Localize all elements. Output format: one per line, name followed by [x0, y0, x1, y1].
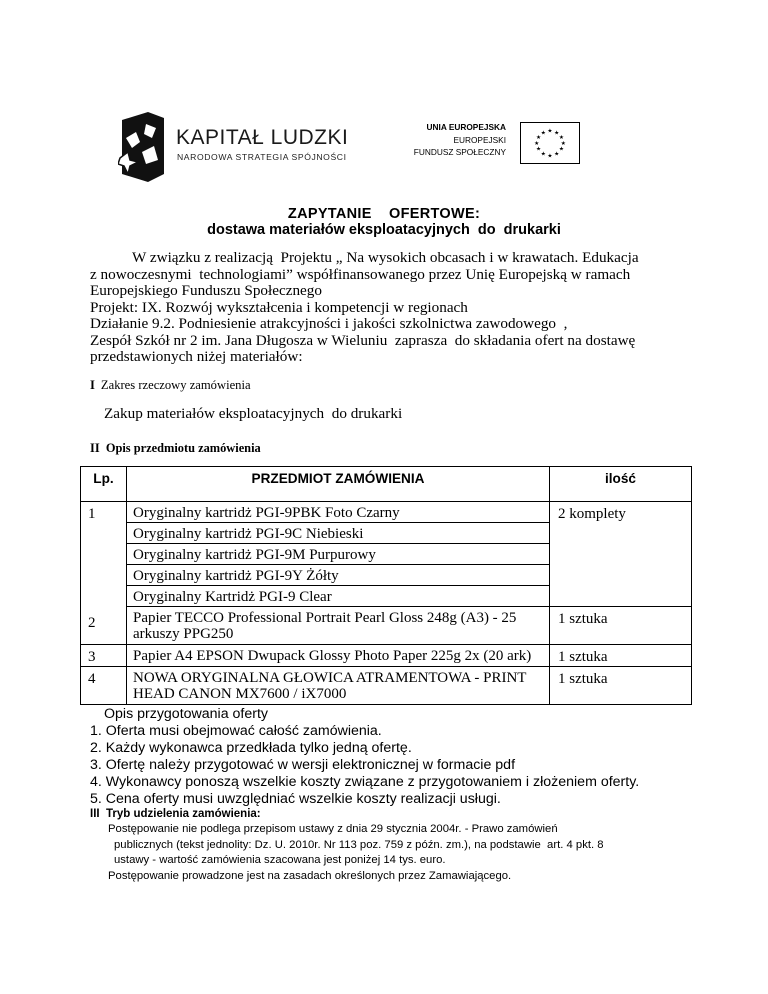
section-1-title: Zakres rzeczowy zamówienia [100, 378, 251, 392]
section-1-heading [90, 378, 251, 393]
section-3-line: Postępowanie nie podlega przepisom ustawy z dnia 29 stycznia 2004r. - Prawo zamówień [108, 823, 558, 835]
row-lp: 1 [81, 502, 127, 607]
section-2-heading: II Opis przedmiotu zamówienia [90, 441, 261, 455]
row-item-line: Papier A4 EPSON Dwupack Glossy Photo Paper 225g 2x (20 ark) [133, 648, 532, 664]
document-title: ZAPYTANIE OFERTOWE: [287, 206, 481, 222]
list-item: Oryginalny kartridż PGI-9M Purpurowy [127, 544, 549, 565]
col-header-item: PRZEDMIOT ZAMÓWIENIA [127, 467, 550, 502]
intro-line: Projekt: IX. Rozwój wykształcenia i kompetencji w regionach [90, 298, 468, 316]
eu-line-3: FUNDUSZ SPOŁECZNY [413, 147, 506, 157]
row-qty: 2 komplety [550, 502, 692, 607]
list-item: 1. Oferta musi obejmować całość zamówienia. [90, 723, 382, 739]
row-item-line: arkuszy PPG250 [133, 626, 234, 642]
svg-text:★: ★ [536, 146, 542, 153]
order-table [80, 466, 692, 705]
list-item: Oryginalny kartridż PGI-9Y Żółty [127, 565, 549, 586]
table-row [81, 667, 692, 705]
row-item [127, 645, 550, 667]
eu-logo-block [410, 122, 580, 166]
svg-text:★: ★ [540, 151, 546, 158]
row-items [127, 502, 550, 607]
intro-line: Działanie 9.2. Podniesienie atrakcyjności i jakości szkolnictwa zawodowego , [90, 315, 568, 332]
row-item-line: HEAD CANON MX7600 / iX7000 [133, 686, 347, 702]
svg-text:★: ★ [536, 135, 542, 142]
document-subtitle: dostawa materiałów eksploatacyjnych do drukarki [207, 222, 561, 238]
row-qty: 1 sztuka [550, 645, 692, 667]
section-3-line: ustawy - wartość zamówienia szacowana jest poniżej 14 tys. euro. [114, 854, 446, 866]
row-lp: 3 [81, 645, 127, 667]
kapital-ludzki-title: KAPITAŁ LUDZKI [176, 126, 349, 149]
table-row [81, 502, 692, 607]
svg-text:★: ★ [554, 130, 560, 137]
list-item: 5. Cena oferty musi uwzględniać wszelkie koszty realizacji usługi. [90, 791, 501, 807]
svg-text:★: ★ [540, 130, 546, 137]
table-row [81, 607, 692, 645]
svg-text:★: ★ [554, 151, 560, 158]
svg-text:★: ★ [534, 140, 540, 147]
preparation-title: Opis przygotowania oferty [104, 706, 269, 722]
intro-paragraph [90, 250, 690, 366]
section-3-line: publicznych (tekst jednolity: Dz. U. 2010r. Nr 113 poz. 759 z późn. zm.), na podstawie art. 4 pkt. 8 [114, 838, 604, 851]
row-lp: 2 [81, 607, 127, 645]
list-item: Oryginalny Kartridż PGI-9 Clear [133, 589, 332, 605]
col-header-lp: Lp. [81, 467, 127, 502]
row-qty: 1 sztuka [550, 667, 692, 705]
kapital-ludzki-subtitle: NARODOWA STRATEGIA SPÓJNOŚCI [177, 152, 347, 162]
intro-line: z nowoczesnymi technologiami” współfinansowanego przez Unię Europejską w ramach [90, 265, 631, 283]
list-item: Oryginalny kartridż PGI-9PBK Foto Czarny [127, 502, 549, 523]
eu-line-2: EUROPEJSKI [453, 135, 506, 145]
list-item: Oryginalny kartridż PGI-9C Niebieski [127, 523, 549, 544]
preparation-section [90, 706, 639, 808]
preparation-list [90, 723, 639, 808]
section-1-body: Zakup materiałów eksploatacyjnych do drukarki [104, 405, 403, 422]
list-item: 2. Każdy wykonawca przedkłada tylko jedną ofertę. [90, 740, 412, 756]
table-header-row [81, 467, 692, 502]
svg-text:★: ★ [558, 135, 564, 142]
list-item: 4. Wykonawcy ponoszą wszelkie koszty związane z przygotowaniem i złożeniem oferty. [90, 774, 640, 790]
list-item: 3. Ofertę należy przygotować w wersji elektronicznej w formacie pdf [90, 757, 516, 773]
svg-text:★: ★ [560, 140, 566, 147]
svg-text:★: ★ [558, 146, 564, 153]
intro-line: przedstawionych niżej materiałów: [90, 348, 303, 365]
eu-line-1: UNIA EUROPEJSKA [426, 122, 506, 132]
row-item-line: Papier TECCO Professional Portrait Pearl Gloss 248g (A3) - 25 [133, 610, 517, 626]
row-item [127, 607, 550, 645]
section-1-number: I [90, 378, 95, 392]
intro-line: Zespół Szkół nr 2 im. Jana Długosza w Wieluniu zaprasza do składania ofert na dostawę [90, 331, 636, 349]
intro-line: Europejskiego Funduszu Społecznego [90, 282, 322, 299]
kapital-ludzki-logo-icon [118, 112, 168, 182]
svg-text:★: ★ [547, 128, 553, 135]
svg-text:★: ★ [547, 153, 553, 160]
intro-line: W związku z realizacją Projektu „ Na wysokich obcasach i w krawatach. Edukacja [132, 249, 639, 266]
eu-flag-icon [520, 122, 580, 164]
section-3-heading: III Tryb udzielenia zamówienia: [90, 808, 261, 820]
section-3-line: Postępowanie prowadzone jest na zasadach określonych przez Zamawiającego. [108, 869, 512, 882]
row-lp: 4 [81, 667, 127, 705]
col-header-qty: ilość [550, 467, 692, 502]
section-3-body [108, 822, 728, 884]
row-qty: 1 sztuka [550, 607, 692, 645]
row-item [127, 667, 550, 705]
table-row [81, 645, 692, 667]
row-item-line: NOWA ORYGINALNA GŁOWICA ATRAMENTOWA - PRINT [133, 670, 527, 686]
